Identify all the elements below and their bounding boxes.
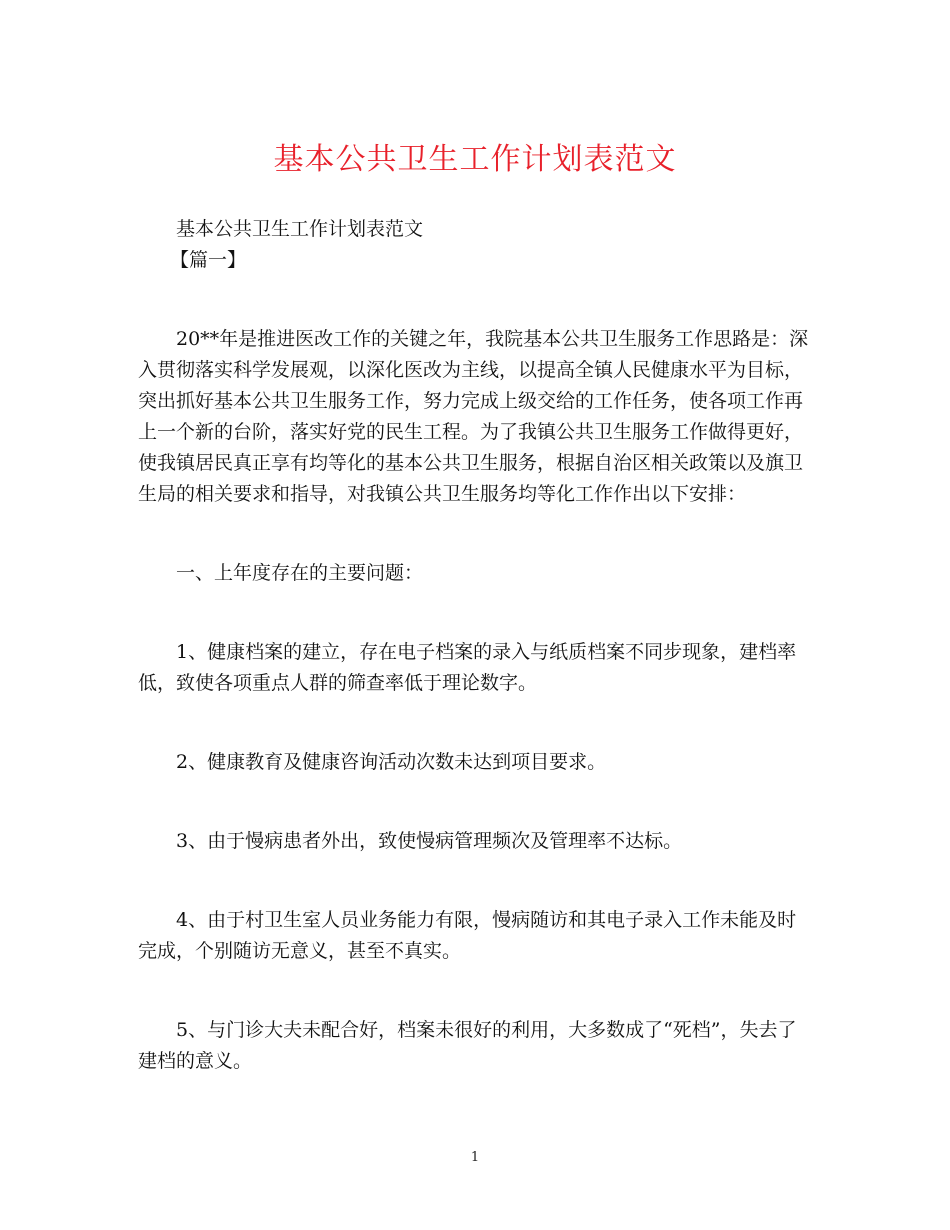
list-item: 3、由于慢病患者外出，致使慢病管理频次及管理率不达标。 <box>176 830 683 852</box>
document-subtitle: 基本公共卫生工作计划表范文 <box>176 218 424 240</box>
list-item: 2、健康教育及健康咨询活动次数未达到项目要求。 <box>176 751 607 773</box>
list-item: 1、健康档案的建立，存在电子档案的录入与纸质档案不同步现象，建档率低，致使各项重点人群的筛查率低于理论数字。 <box>138 641 797 694</box>
intro-paragraph: 20**年是推进医改工作的关键之年，我院基本公共卫生服务工作思路是：深入贯彻落实科学发展观，以深化医改为主线，以提高全镇人民健康水平为目标，突出抓好基本公共卫生服务工作，努力完成上级交给的工作任务，使各项工作再上一个新的台阶，落实好党的民生工程。为了我镇公共卫生服务工作做得更好，使我镇居民真正享有均等化的基本公共卫生服务，根据自治区相关政策以及旗卫生局的相关要求和指导，对我镇公共卫生服务均等化工作作出以下安排： <box>138 328 809 505</box>
page-number: 1 <box>470 1150 480 1165</box>
section-heading: 一、上年度存在的主要问题： <box>176 562 424 584</box>
document-body <box>138 214 810 1077</box>
section-label: 【篇一】 <box>170 249 247 271</box>
list-item: 4、由于村卫生室人员业务能力有限，慢病随访和其电子录入工作未能及时完成，个别随访无意义，甚至不真实。 <box>138 909 797 962</box>
list-item: 5、与门诊大夫未配合好，档案未很好的利用，大多数成了“死档”，失去了建档的意义。 <box>138 1019 797 1072</box>
document-title: 基本公共卫生工作计划表范文 <box>273 142 677 177</box>
